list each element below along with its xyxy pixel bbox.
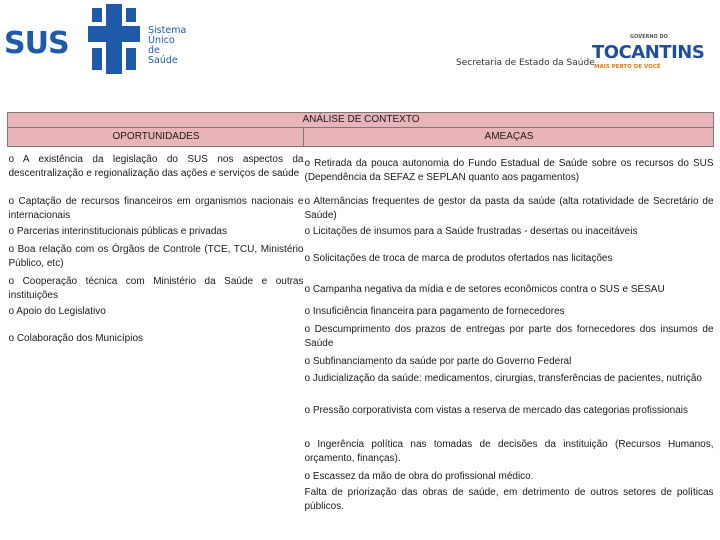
secretaria-label: Secretaria de Estado da Saúde xyxy=(456,58,595,68)
sus-subtitle-line: de Saúde xyxy=(148,45,178,66)
threat-cell: o Campanha negativa da mídia e de setores econômicos contra o SUS e SESAU xyxy=(304,283,665,295)
threat-cell: o Descumprimento dos prazos de entregas por parte dos fornecedores dos insumos de Saúde xyxy=(304,323,714,349)
table-row xyxy=(8,305,714,323)
opportunity-cell: o A existência da legislação do SUS nos aspectos da descentralização e regionalização das ações e serviços de saúde xyxy=(8,154,304,179)
opportunity-cell: o Apoio do Legislativo xyxy=(8,305,106,317)
threat-cell: o Escassez da mão de obra do profissional médico. xyxy=(304,470,534,482)
table-row xyxy=(8,147,714,195)
opportunity-cell xyxy=(8,404,304,438)
opportunity-cell xyxy=(8,355,304,372)
threat-cell: o Solicitações de troca de marca de produtos ofertados nas licitações xyxy=(304,252,613,264)
threat-cell: Falta de priorização das obras de saúde, em detrimento de outros setores de políticas públicos. xyxy=(304,486,714,512)
table-title-row xyxy=(8,113,714,128)
threat-cell: o Subfinanciamento da saúde por parte do Governo Federal xyxy=(304,355,572,367)
table-row xyxy=(8,355,714,372)
sus-subtitle-line: Único xyxy=(148,35,175,46)
table-row xyxy=(8,275,714,305)
table-row xyxy=(8,404,714,438)
tocantins-gov-label: GOVERNO DO xyxy=(630,34,668,40)
opportunity-cell xyxy=(8,486,304,516)
opportunity-cell: o Parcerias interinstitucionais públicas e privadas xyxy=(8,225,227,237)
tocantins-name: TOCANTINS xyxy=(592,42,705,63)
opportunity-cell xyxy=(8,470,304,486)
opportunity-cell: o Cooperação técnica com Ministério da Saúde e outras instituições xyxy=(8,275,304,301)
threat-cell: o Insuficiência financeira para pagamento de fornecedores xyxy=(304,305,565,317)
threat-cell: o Retirada da pouca autonomia do Fundo Estadual de Saúde sobre os recursos do SUS (Dependência da SEFAZ e SEPLAN quanto aos pagamentos) xyxy=(304,157,714,183)
table-header-row xyxy=(8,128,714,147)
opportunity-cell xyxy=(8,372,304,404)
context-analysis-table xyxy=(7,112,714,516)
threat-cell: o Licitações de insumos para a Saúde frustradas - desertas ou inaceitáveis xyxy=(304,225,638,237)
tocantins-logo xyxy=(592,34,712,76)
opportunity-cell: o Colaboração dos Municípios xyxy=(8,332,144,344)
page-header xyxy=(0,0,720,108)
table-row xyxy=(8,470,714,486)
col-header-opportunities: OPORTUNIDADES xyxy=(8,128,304,147)
opportunity-cell: o Captação de recursos financeiros em organismos nacionais e internacionais xyxy=(8,195,304,221)
table-row xyxy=(8,438,714,470)
sus-logo xyxy=(2,2,192,74)
threat-cell: o Pressão corporativista com vistas a reserva de mercado das categorias profissionais xyxy=(304,404,689,416)
sus-cross-icon xyxy=(88,4,140,74)
sus-subtitle-line: Sistema xyxy=(148,25,187,36)
threat-cell: o Ingerência política nas tomadas de decisões da instituição (Recursos Humanos, orçamento, finanças). xyxy=(304,438,714,464)
threat-cell: o Judicialização da saúde: medicamentos, cirurgias, transferências de pacientes, nutrição xyxy=(304,372,702,384)
opportunity-cell: o Boa relação com os Órgãos de Controle (TCE, TCU, Ministério Público, etc) xyxy=(8,243,304,269)
sus-subtitle xyxy=(148,26,192,66)
table-row xyxy=(8,243,714,275)
table-row xyxy=(8,323,714,355)
threat-cell: o Alternâncias frequentes de gestor da pasta da saúde (alta rotatividade de Secretário de Saúde) xyxy=(304,195,714,221)
col-header-threats: AMEAÇAS xyxy=(304,128,714,147)
opportunity-cell xyxy=(8,438,304,470)
table-row xyxy=(8,225,714,243)
table-title: ANÁLISE DE CONTEXTO xyxy=(8,113,714,128)
table-row xyxy=(8,486,714,516)
table-row xyxy=(8,372,714,404)
table-row xyxy=(8,195,714,225)
sus-brand-text: SUS xyxy=(4,26,69,61)
tocantins-slogan: MAIS PERTO DE VOCÊ xyxy=(594,64,661,70)
